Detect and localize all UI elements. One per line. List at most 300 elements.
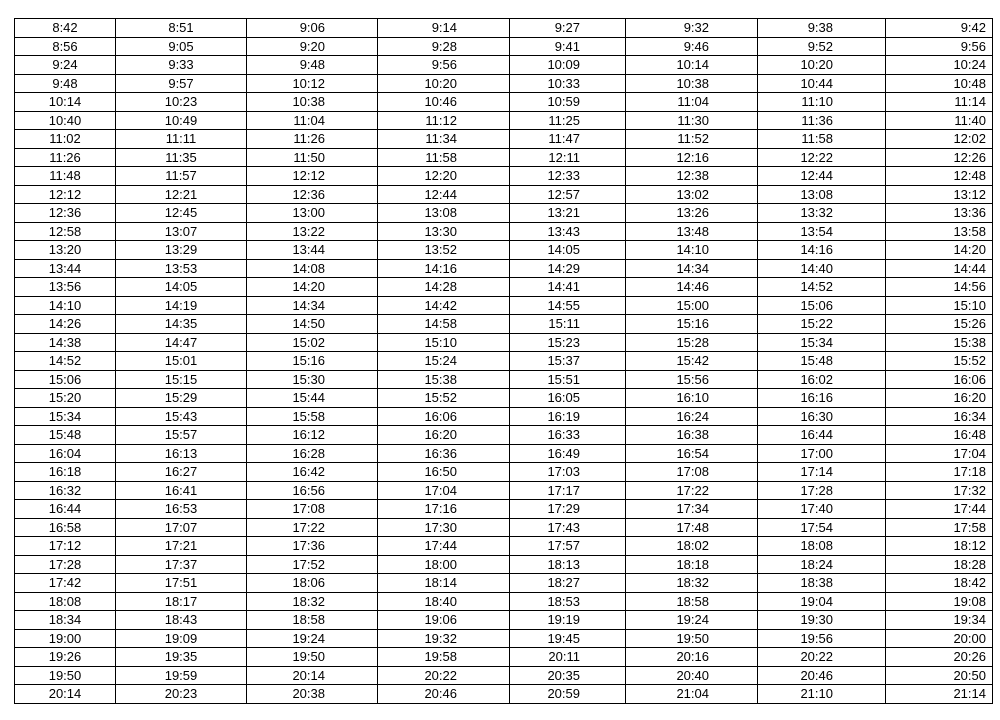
time-cell: 11:40 — [886, 111, 993, 130]
time-cell: 13:12 — [886, 185, 993, 204]
time-cell: 14:05 — [116, 278, 247, 297]
time-cell: 16:30 — [758, 407, 886, 426]
time-cell: 20:14 — [15, 685, 116, 704]
time-cell: 15:24 — [378, 352, 510, 371]
table-row — [15, 37, 993, 56]
time-cell: 9:06 — [247, 19, 378, 38]
time-cell: 14:40 — [758, 259, 886, 278]
time-cell: 13:44 — [15, 259, 116, 278]
table-row — [15, 407, 993, 426]
time-cell: 16:41 — [116, 481, 247, 500]
time-cell: 18:17 — [116, 592, 247, 611]
time-cell: 16:05 — [510, 389, 626, 408]
time-cell: 9:48 — [247, 56, 378, 75]
table-row — [15, 481, 993, 500]
time-cell: 16:10 — [626, 389, 758, 408]
time-cell: 12:38 — [626, 167, 758, 186]
time-cell: 15:57 — [116, 426, 247, 445]
time-cell: 17:36 — [247, 537, 378, 556]
time-cell: 17:28 — [758, 481, 886, 500]
time-cell: 13:54 — [758, 222, 886, 241]
time-cell: 16:19 — [510, 407, 626, 426]
time-cell: 13:52 — [378, 241, 510, 260]
time-cell: 16:32 — [15, 481, 116, 500]
time-cell: 20:22 — [758, 648, 886, 667]
time-cell: 16:50 — [378, 463, 510, 482]
time-cell: 12:48 — [886, 167, 993, 186]
time-cell: 10:09 — [510, 56, 626, 75]
time-cell: 14:44 — [886, 259, 993, 278]
time-cell: 15:01 — [116, 352, 247, 371]
time-cell: 17:29 — [510, 500, 626, 519]
time-cell: 18:18 — [626, 555, 758, 574]
time-cell: 10:38 — [247, 93, 378, 112]
table-row — [15, 611, 993, 630]
time-cell: 19:24 — [626, 611, 758, 630]
time-cell: 8:56 — [15, 37, 116, 56]
time-cell: 16:24 — [626, 407, 758, 426]
time-cell: 10:59 — [510, 93, 626, 112]
time-cell: 15:16 — [626, 315, 758, 334]
time-cell: 20:22 — [378, 666, 510, 685]
time-cell: 12:11 — [510, 148, 626, 167]
time-cell: 13:44 — [247, 241, 378, 260]
time-cell: 14:29 — [510, 259, 626, 278]
time-cell: 9:56 — [378, 56, 510, 75]
table-row — [15, 685, 993, 704]
time-cell: 19:34 — [886, 611, 993, 630]
time-cell: 16:16 — [758, 389, 886, 408]
table-row — [15, 130, 993, 149]
time-cell: 18:53 — [510, 592, 626, 611]
time-cell: 17:18 — [886, 463, 993, 482]
time-cell: 11:04 — [247, 111, 378, 130]
time-cell: 14:47 — [116, 333, 247, 352]
time-cell: 17:12 — [15, 537, 116, 556]
time-cell: 11:12 — [378, 111, 510, 130]
table-row — [15, 204, 993, 223]
time-cell: 14:50 — [247, 315, 378, 334]
time-cell: 13:53 — [116, 259, 247, 278]
time-cell: 17:52 — [247, 555, 378, 574]
time-cell: 18:28 — [886, 555, 993, 574]
time-cell: 13:36 — [886, 204, 993, 223]
time-cell: 18:08 — [758, 537, 886, 556]
time-cell: 14:52 — [758, 278, 886, 297]
table-row — [15, 444, 993, 463]
time-cell: 9:48 — [15, 74, 116, 93]
table-row — [15, 74, 993, 93]
time-cell: 14:16 — [378, 259, 510, 278]
table-row — [15, 93, 993, 112]
time-cell: 12:44 — [758, 167, 886, 186]
time-cell: 16:34 — [886, 407, 993, 426]
time-cell: 14:34 — [247, 296, 378, 315]
time-cell: 13:43 — [510, 222, 626, 241]
time-cell: 14:08 — [247, 259, 378, 278]
time-cell: 10:33 — [510, 74, 626, 93]
time-cell: 15:30 — [247, 370, 378, 389]
time-cell: 11:11 — [116, 130, 247, 149]
time-cell: 15:37 — [510, 352, 626, 371]
time-cell: 17:14 — [758, 463, 886, 482]
time-cell: 19:30 — [758, 611, 886, 630]
table-row — [15, 278, 993, 297]
time-cell: 16:56 — [247, 481, 378, 500]
time-cell: 9:41 — [510, 37, 626, 56]
time-cell: 19:58 — [378, 648, 510, 667]
time-cell: 14:35 — [116, 315, 247, 334]
time-cell: 17:40 — [758, 500, 886, 519]
time-cell: 12:45 — [116, 204, 247, 223]
time-cell: 17:32 — [886, 481, 993, 500]
time-cell: 16:12 — [247, 426, 378, 445]
time-cell: 17:42 — [15, 574, 116, 593]
time-cell: 15:56 — [626, 370, 758, 389]
time-cell: 9:38 — [758, 19, 886, 38]
time-cell: 15:58 — [247, 407, 378, 426]
time-cell: 15:51 — [510, 370, 626, 389]
table-row — [15, 518, 993, 537]
time-cell: 17:22 — [247, 518, 378, 537]
time-cell: 18:06 — [247, 574, 378, 593]
time-cell: 17:44 — [886, 500, 993, 519]
time-cell: 12:36 — [15, 204, 116, 223]
time-cell: 12:44 — [378, 185, 510, 204]
time-cell: 13:48 — [626, 222, 758, 241]
time-cell: 10:12 — [247, 74, 378, 93]
time-cell: 9:24 — [15, 56, 116, 75]
time-cell: 9:56 — [886, 37, 993, 56]
time-cell: 16:33 — [510, 426, 626, 445]
time-cell: 12:16 — [626, 148, 758, 167]
time-cell: 9:46 — [626, 37, 758, 56]
table-row — [15, 333, 993, 352]
time-cell: 18:08 — [15, 592, 116, 611]
time-cell: 17:54 — [758, 518, 886, 537]
time-cell: 14:10 — [626, 241, 758, 260]
time-cell: 11:58 — [378, 148, 510, 167]
time-cell: 19:19 — [510, 611, 626, 630]
time-cell: 13:08 — [378, 204, 510, 223]
time-cell: 18:32 — [626, 574, 758, 593]
time-cell: 18:14 — [378, 574, 510, 593]
table-row — [15, 296, 993, 315]
time-cell: 14:41 — [510, 278, 626, 297]
time-cell: 15:16 — [247, 352, 378, 371]
time-cell: 9:27 — [510, 19, 626, 38]
table-row — [15, 537, 993, 556]
time-cell: 20:35 — [510, 666, 626, 685]
time-cell: 11:10 — [758, 93, 886, 112]
time-cell: 13:26 — [626, 204, 758, 223]
time-cell: 19:04 — [758, 592, 886, 611]
time-cell: 18:13 — [510, 555, 626, 574]
time-cell: 20:50 — [886, 666, 993, 685]
time-cell: 20:59 — [510, 685, 626, 704]
time-cell: 12:20 — [378, 167, 510, 186]
time-cell: 20:38 — [247, 685, 378, 704]
time-cell: 17:22 — [626, 481, 758, 500]
time-cell: 11:25 — [510, 111, 626, 130]
time-cell: 11:57 — [116, 167, 247, 186]
time-cell: 15:48 — [15, 426, 116, 445]
time-cell: 19:35 — [116, 648, 247, 667]
time-cell: 14:38 — [15, 333, 116, 352]
table-row — [15, 315, 993, 334]
time-cell: 13:30 — [378, 222, 510, 241]
time-cell: 19:56 — [758, 629, 886, 648]
table-row — [15, 352, 993, 371]
time-cell: 16:53 — [116, 500, 247, 519]
time-cell: 11:50 — [247, 148, 378, 167]
time-cell: 19:32 — [378, 629, 510, 648]
time-cell: 21:14 — [886, 685, 993, 704]
time-cell: 17:30 — [378, 518, 510, 537]
time-cell: 8:42 — [15, 19, 116, 38]
time-cell: 9:52 — [758, 37, 886, 56]
time-cell: 14:26 — [15, 315, 116, 334]
time-cell: 16:36 — [378, 444, 510, 463]
time-cell: 13:07 — [116, 222, 247, 241]
time-cell: 13:02 — [626, 185, 758, 204]
time-cell: 13:58 — [886, 222, 993, 241]
time-cell: 20:14 — [247, 666, 378, 685]
time-cell: 10:48 — [886, 74, 993, 93]
time-cell: 9:20 — [247, 37, 378, 56]
time-cell: 17:34 — [626, 500, 758, 519]
time-cell: 19:06 — [378, 611, 510, 630]
time-cell: 14:46 — [626, 278, 758, 297]
time-cell: 17:43 — [510, 518, 626, 537]
time-cell: 11:26 — [15, 148, 116, 167]
time-cell: 17:44 — [378, 537, 510, 556]
time-cell: 20:26 — [886, 648, 993, 667]
table-row — [15, 167, 993, 186]
time-cell: 11:26 — [247, 130, 378, 149]
table-row — [15, 629, 993, 648]
time-cell: 16:02 — [758, 370, 886, 389]
time-cell: 15:52 — [886, 352, 993, 371]
time-cell: 13:08 — [758, 185, 886, 204]
time-cell: 20:00 — [886, 629, 993, 648]
time-cell: 21:10 — [758, 685, 886, 704]
table-row — [15, 463, 993, 482]
table-row — [15, 666, 993, 685]
time-cell: 9:32 — [626, 19, 758, 38]
time-cell: 9:42 — [886, 19, 993, 38]
time-cell: 16:06 — [886, 370, 993, 389]
time-cell: 20:46 — [758, 666, 886, 685]
time-cell: 15:15 — [116, 370, 247, 389]
time-cell: 14:52 — [15, 352, 116, 371]
time-cell: 14:28 — [378, 278, 510, 297]
time-cell: 9:14 — [378, 19, 510, 38]
time-cell: 20:11 — [510, 648, 626, 667]
time-cell: 12:33 — [510, 167, 626, 186]
table-row — [15, 426, 993, 445]
time-cell: 19:59 — [116, 666, 247, 685]
time-cell: 14:20 — [886, 241, 993, 260]
time-cell: 10:38 — [626, 74, 758, 93]
time-cell: 16:20 — [886, 389, 993, 408]
time-cell: 15:06 — [758, 296, 886, 315]
time-cell: 9:33 — [116, 56, 247, 75]
timetable — [14, 18, 993, 704]
time-cell: 15:00 — [626, 296, 758, 315]
time-cell: 18:27 — [510, 574, 626, 593]
time-cell: 9:05 — [116, 37, 247, 56]
table-row — [15, 185, 993, 204]
time-cell: 15:38 — [886, 333, 993, 352]
time-cell: 9:28 — [378, 37, 510, 56]
time-cell: 18:42 — [886, 574, 993, 593]
table-row — [15, 389, 993, 408]
time-cell: 15:06 — [15, 370, 116, 389]
time-cell: 17:28 — [15, 555, 116, 574]
time-cell: 16:27 — [116, 463, 247, 482]
time-cell: 11:47 — [510, 130, 626, 149]
time-cell: 11:58 — [758, 130, 886, 149]
table-row — [15, 370, 993, 389]
time-cell: 16:20 — [378, 426, 510, 445]
time-cell: 15:11 — [510, 315, 626, 334]
time-cell: 19:09 — [116, 629, 247, 648]
time-cell: 18:32 — [247, 592, 378, 611]
table-row — [15, 222, 993, 241]
table-row — [15, 574, 993, 593]
time-cell: 14:19 — [116, 296, 247, 315]
time-cell: 17:04 — [378, 481, 510, 500]
time-cell: 10:20 — [758, 56, 886, 75]
time-cell: 20:23 — [116, 685, 247, 704]
time-cell: 18:24 — [758, 555, 886, 574]
time-cell: 17:48 — [626, 518, 758, 537]
time-cell: 14:20 — [247, 278, 378, 297]
time-cell: 15:29 — [116, 389, 247, 408]
table-row — [15, 592, 993, 611]
time-cell: 17:07 — [116, 518, 247, 537]
time-cell: 17:51 — [116, 574, 247, 593]
time-cell: 18:02 — [626, 537, 758, 556]
time-cell: 15:34 — [15, 407, 116, 426]
table-row — [15, 19, 993, 38]
time-cell: 14:58 — [378, 315, 510, 334]
time-cell: 10:46 — [378, 93, 510, 112]
time-cell: 11:04 — [626, 93, 758, 112]
time-cell: 15:43 — [116, 407, 247, 426]
time-cell: 11:35 — [116, 148, 247, 167]
time-cell: 16:13 — [116, 444, 247, 463]
time-cell: 16:54 — [626, 444, 758, 463]
time-cell: 16:58 — [15, 518, 116, 537]
time-cell: 18:40 — [378, 592, 510, 611]
time-cell: 19:45 — [510, 629, 626, 648]
time-cell: 11:48 — [15, 167, 116, 186]
time-cell: 8:51 — [116, 19, 247, 38]
time-cell: 18:12 — [886, 537, 993, 556]
time-cell: 10:49 — [116, 111, 247, 130]
time-cell: 18:58 — [247, 611, 378, 630]
time-cell: 17:21 — [116, 537, 247, 556]
time-cell: 12:57 — [510, 185, 626, 204]
time-cell: 16:44 — [15, 500, 116, 519]
time-cell: 15:48 — [758, 352, 886, 371]
time-cell: 14:42 — [378, 296, 510, 315]
time-cell: 10:20 — [378, 74, 510, 93]
time-cell: 12:36 — [247, 185, 378, 204]
time-cell: 15:22 — [758, 315, 886, 334]
time-cell: 20:16 — [626, 648, 758, 667]
time-cell: 14:56 — [886, 278, 993, 297]
time-cell: 18:43 — [116, 611, 247, 630]
time-cell: 16:38 — [626, 426, 758, 445]
time-cell: 13:29 — [116, 241, 247, 260]
time-cell: 13:22 — [247, 222, 378, 241]
time-cell: 17:08 — [247, 500, 378, 519]
time-cell: 19:08 — [886, 592, 993, 611]
time-cell: 16:48 — [886, 426, 993, 445]
table-row — [15, 555, 993, 574]
time-cell: 10:14 — [15, 93, 116, 112]
time-cell: 15:02 — [247, 333, 378, 352]
time-cell: 17:03 — [510, 463, 626, 482]
table-row — [15, 148, 993, 167]
table-row — [15, 56, 993, 75]
table-row — [15, 111, 993, 130]
time-cell: 13:32 — [758, 204, 886, 223]
time-cell: 17:16 — [378, 500, 510, 519]
time-cell: 18:00 — [378, 555, 510, 574]
table-row — [15, 259, 993, 278]
time-cell: 12:58 — [15, 222, 116, 241]
time-cell: 16:04 — [15, 444, 116, 463]
time-cell: 19:50 — [247, 648, 378, 667]
time-cell: 15:20 — [15, 389, 116, 408]
time-cell: 12:21 — [116, 185, 247, 204]
table-row — [15, 241, 993, 260]
time-cell: 12:22 — [758, 148, 886, 167]
time-cell: 15:42 — [626, 352, 758, 371]
time-cell: 15:26 — [886, 315, 993, 334]
time-cell: 19:26 — [15, 648, 116, 667]
timetable-body — [15, 19, 993, 704]
time-cell: 16:49 — [510, 444, 626, 463]
time-cell: 15:34 — [758, 333, 886, 352]
time-cell: 15:10 — [886, 296, 993, 315]
time-cell: 13:20 — [15, 241, 116, 260]
time-cell: 18:58 — [626, 592, 758, 611]
time-cell: 13:00 — [247, 204, 378, 223]
time-cell: 19:50 — [626, 629, 758, 648]
time-cell: 12:26 — [886, 148, 993, 167]
time-cell: 17:37 — [116, 555, 247, 574]
time-cell: 17:17 — [510, 481, 626, 500]
time-cell: 19:50 — [15, 666, 116, 685]
time-cell: 17:08 — [626, 463, 758, 482]
time-cell: 16:18 — [15, 463, 116, 482]
time-cell: 14:05 — [510, 241, 626, 260]
time-cell: 17:04 — [886, 444, 993, 463]
time-cell: 14:34 — [626, 259, 758, 278]
time-cell: 15:38 — [378, 370, 510, 389]
table-row — [15, 500, 993, 519]
time-cell: 16:06 — [378, 407, 510, 426]
time-cell: 13:56 — [15, 278, 116, 297]
time-cell: 14:10 — [15, 296, 116, 315]
time-cell: 11:14 — [886, 93, 993, 112]
time-cell: 16:42 — [247, 463, 378, 482]
